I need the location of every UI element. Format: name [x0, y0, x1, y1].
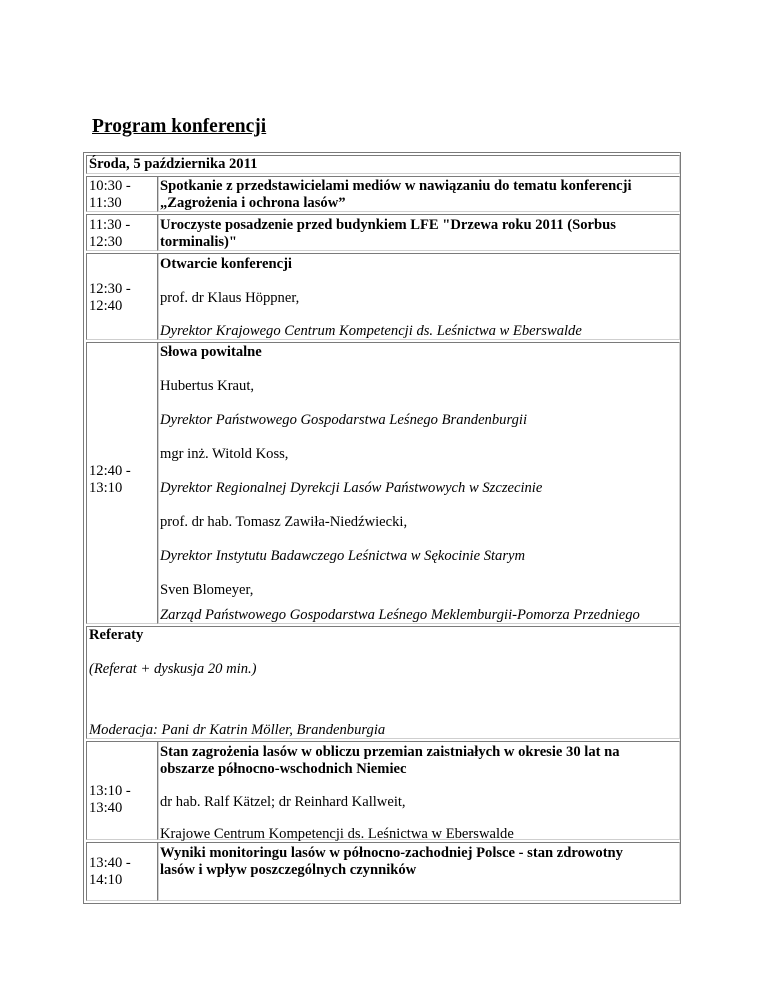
session-title: Uroczyste posadzenie przed budynkiem LFE "Drzewa roku 2011 (Sorbus torminalis)": [160, 217, 616, 250]
session-title: Słowa powitalne: [160, 344, 262, 360]
session-title: Otwarcie konferencji: [160, 256, 292, 272]
row-content: [157, 342, 680, 624]
time-label: 13:10 - 13:40: [89, 783, 131, 816]
session-title: Wyniki monitoringu lasów w północno-zachodniej Polsce - stan zdrowotny lasów i wpływ poszczególnych czynników: [160, 845, 623, 878]
speaker-name: mgr inż. Witold Koss,: [160, 446, 289, 462]
speaker-affiliation: Dyrektor Krajowego Centrum Kompetencji ds. Leśnictwa w Eberswalde: [160, 323, 582, 339]
speaker-affiliation: Dyrektor Regionalnej Dyrekcji Lasów Państwowych w Szczecinie: [160, 480, 543, 496]
speaker-affiliation: Dyrektor Instytutu Badawczego Leśnictwa w Sękocinie Starym: [160, 548, 526, 564]
speaker-name: prof. dr hab. Tomasz Zawiła-Niedźwiecki,: [160, 514, 408, 530]
time-label: 12:40 - 13:10: [89, 463, 131, 496]
day-header: [86, 155, 680, 174]
speaker-name: dr hab. Ralf Kätzel; dr Reinhard Kallweit,: [160, 794, 406, 810]
day-label: Środa, 5 października 2011: [89, 156, 258, 172]
program-table: [83, 152, 681, 904]
speaker-affiliation: Krajowe Centrum Kompetencji ds. Leśnictwa w Eberswalde: [160, 826, 514, 842]
time-label: 12:30 - 12:40: [89, 281, 131, 314]
speaker-name: Sven Blomeyer,: [160, 582, 254, 598]
row-content: [157, 741, 680, 840]
row-time: [86, 214, 159, 251]
row-content: [157, 253, 680, 340]
row-time: [86, 741, 159, 840]
page-title: Program konferencji: [92, 116, 267, 137]
time-label: 13:40 - 14:10: [89, 855, 131, 888]
row-content: [157, 842, 680, 901]
speaker-name: Hubertus Kraut,: [160, 378, 255, 394]
speaker-affiliation: Dyrektor Państwowego Gospodarstwa Leśnego Brandenburgii: [160, 412, 527, 428]
row-content: [157, 176, 680, 212]
section-referaty: [86, 626, 680, 739]
time-label: 10:30 - 11:30: [89, 178, 131, 211]
time-label: 11:30 - 12:30: [89, 217, 131, 250]
moderation-line: Moderacja: Pani dr Katrin Möller, Brandenburgia: [89, 722, 386, 738]
row-time: [86, 342, 159, 624]
section-heading: Referaty: [89, 627, 144, 643]
session-title: Spotkanie z przedstawicielami mediów w nawiązaniu do tematu konferencji „Zagrożenia i ochrona lasów”: [160, 178, 632, 211]
session-title: Stan zagrożenia lasów w obliczu przemian zaistniałych w okresie 30 lat na obszarze północno-wschodnich Niemiec: [160, 744, 620, 777]
row-time: [86, 842, 159, 901]
row-time: [86, 253, 159, 340]
speaker-name: prof. dr Klaus Höppner,: [160, 290, 300, 306]
row-content: [157, 214, 680, 251]
speaker-affiliation: Zarząd Państwowego Gospodarstwa Leśnego Meklemburgii-Pomorza Przedniego: [160, 607, 640, 623]
row-time: [86, 176, 159, 212]
section-note: (Referat + dyskusja 20 min.): [89, 661, 257, 677]
